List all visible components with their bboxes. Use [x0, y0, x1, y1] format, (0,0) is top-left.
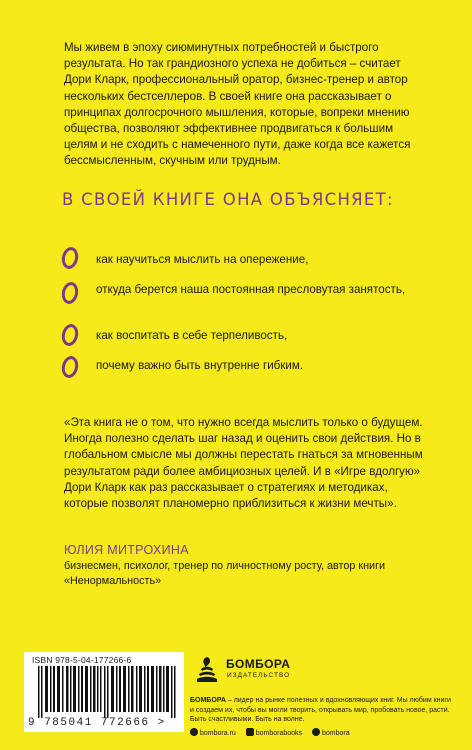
barcode-icon	[38, 666, 178, 718]
isbn-label: ISBN 978-5-04-177266-6	[32, 655, 132, 665]
circle-bullet-icon	[60, 323, 80, 348]
barcode-digits: 9 785041 772666 >	[28, 717, 166, 729]
author-description: бизнесмен, психолог, тренер по личностному росту, автор книги «Ненормальность»	[64, 560, 386, 587]
circle-bullet-icon	[60, 355, 80, 380]
publisher-brand: БОМБОРА	[190, 697, 226, 704]
social-text-2: bombora	[322, 730, 350, 737]
globe-icon	[190, 728, 198, 736]
social-network-icon	[246, 728, 254, 736]
publisher-logo-icon	[192, 655, 222, 685]
publisher-name: БОМБОРА	[226, 657, 291, 671]
social-link-2[interactable]	[312, 730, 350, 737]
point-item	[62, 358, 422, 398]
circle-bullet-icon	[60, 246, 80, 271]
messenger-icon	[312, 728, 320, 736]
publisher-description-text: – лидер на рынке полезных и вдохновляющих книг. Мы любим книги и создаем их, чтобы вы могли творить, открывать мир, пробовать новое, расти. Быть счастливыми. Быть на волне.	[190, 697, 451, 723]
author-name: ЮЛИЯ МИТРОХИНА	[64, 543, 189, 557]
publisher-description	[190, 696, 452, 725]
social-links	[190, 728, 452, 740]
publisher-subtitle: ИЗДАТЕЛЬСТВО	[227, 672, 291, 679]
social-text: bomborabooks	[255, 730, 303, 737]
point-text: как научиться мыслить на опережение,	[96, 253, 309, 266]
barcode-box	[24, 652, 184, 732]
point-item	[62, 282, 422, 322]
website-text: bombora.ru	[200, 730, 236, 737]
website-link[interactable]	[190, 730, 236, 737]
social-link[interactable]	[246, 730, 302, 737]
quote-paragraph: «Эта книга не о том, что нужно всегда мыслить только о будущем. Иногда полезно сделать шаг назад и оценить свои действия. Но в глобальном смысле мы должны перестать гнаться за мгновенным результатом ради более амбициозных целей. И в «Игре вдолгую» Дори Кларк как раз рассказывает о стратегиях и методиках, которые позволят планомерно приблизиться к жизни мечты».	[64, 416, 423, 511]
intro-paragraph: Мы живем в эпоху сиюминутных потребностей и быстрого результата. Но так грандиозного успеха не добиться – считает Дори Кларк, профессиональный оратор, бизнес-тренер и автор нескольких бестселлеров. В своей книге она рассказывает о принципах долгосрочного мышления, которые, вопреки мнению общества, позволяют эффективнее продвигаться к большим целям и не сходить с намеченного пути, даже когда все кажется бессмысленным, скучным или трудным.	[64, 41, 411, 168]
point-text: откуда берется наша постоянная пресловутая занятость,	[96, 283, 406, 296]
point-text: почему важно быть внутренне гибким.	[96, 359, 304, 372]
section-heading: В СВОЕЙ КНИГЕ ОНА ОБЪЯСНЯЕТ:	[62, 190, 394, 209]
circle-bullet-icon	[60, 281, 80, 306]
point-text: как воспитать в себе терпеливость,	[96, 329, 288, 342]
